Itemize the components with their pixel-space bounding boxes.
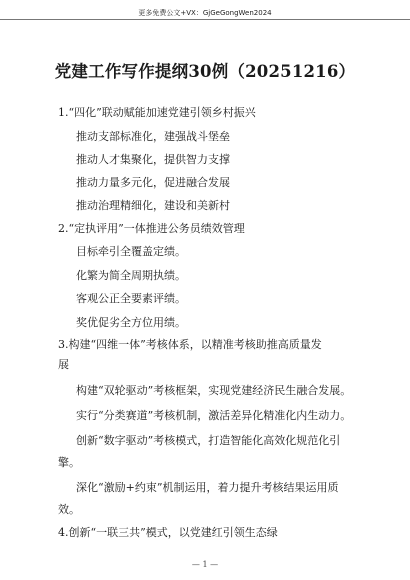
section-3-item-4-line-1: 深化“激励+约束”机制运用，着力提升考核结果运用质 <box>76 481 339 494</box>
section-3-item-4-line-2: 效。 <box>58 503 80 516</box>
section-3-item-1: 构建“双轮驱动”考核框架，实现党建经济民生融合发展。 <box>76 384 352 397</box>
section-3-item-3-line-1: 创新“数字驱动”考核模式，打造智能化高效化规范化引 <box>76 434 341 447</box>
section-1-item-4: 推动治理精细化，建设和美新村 <box>76 199 230 212</box>
section-1-item-3: 推动力量多元化，促进融合发展 <box>76 176 230 189</box>
page-number: — 1 — <box>191 560 219 569</box>
section-3-heading-line-2: 展 <box>58 358 69 371</box>
section-2-item-4: 奖优促劣全方位用绩。 <box>76 316 186 329</box>
section-2-item-1: 目标牵引全覆盖定绩。 <box>76 245 186 258</box>
section-3-item-2: 实行“分类赛道”考核机制，激活差异化精准化内生动力。 <box>76 409 352 422</box>
section-3-heading-line-1: 3.构建“四维一体”考核体系，以精准考核助推高质量发 <box>58 338 322 351</box>
section-3-item-3-line-2: 擎。 <box>58 456 80 469</box>
page-header: 更多免费公文+VX：GjGeGongWen2024 <box>138 9 272 17</box>
document-title: 党建工作写作提纲30例（20251216） <box>54 62 356 81</box>
section-2-item-2: 化繁为简全周期执绩。 <box>76 269 186 282</box>
section-4-heading: 4.创新“一联三共”模式，以党建红引领生态绿 <box>58 526 278 539</box>
section-1-item-1: 推动支部标准化，建强战斗堡垒 <box>76 130 230 143</box>
section-1-item-2: 推动人才集聚化，提供智力支撑 <box>76 153 230 166</box>
section-2-item-3: 客观公正全要素评绩。 <box>76 292 186 305</box>
section-2-heading: 2.“定执评用”一体推进公务员绩效管理 <box>58 222 245 235</box>
header-divider <box>0 19 410 20</box>
section-1-heading: 1.“四化”联动赋能加速党建引领乡村振兴 <box>58 106 256 119</box>
